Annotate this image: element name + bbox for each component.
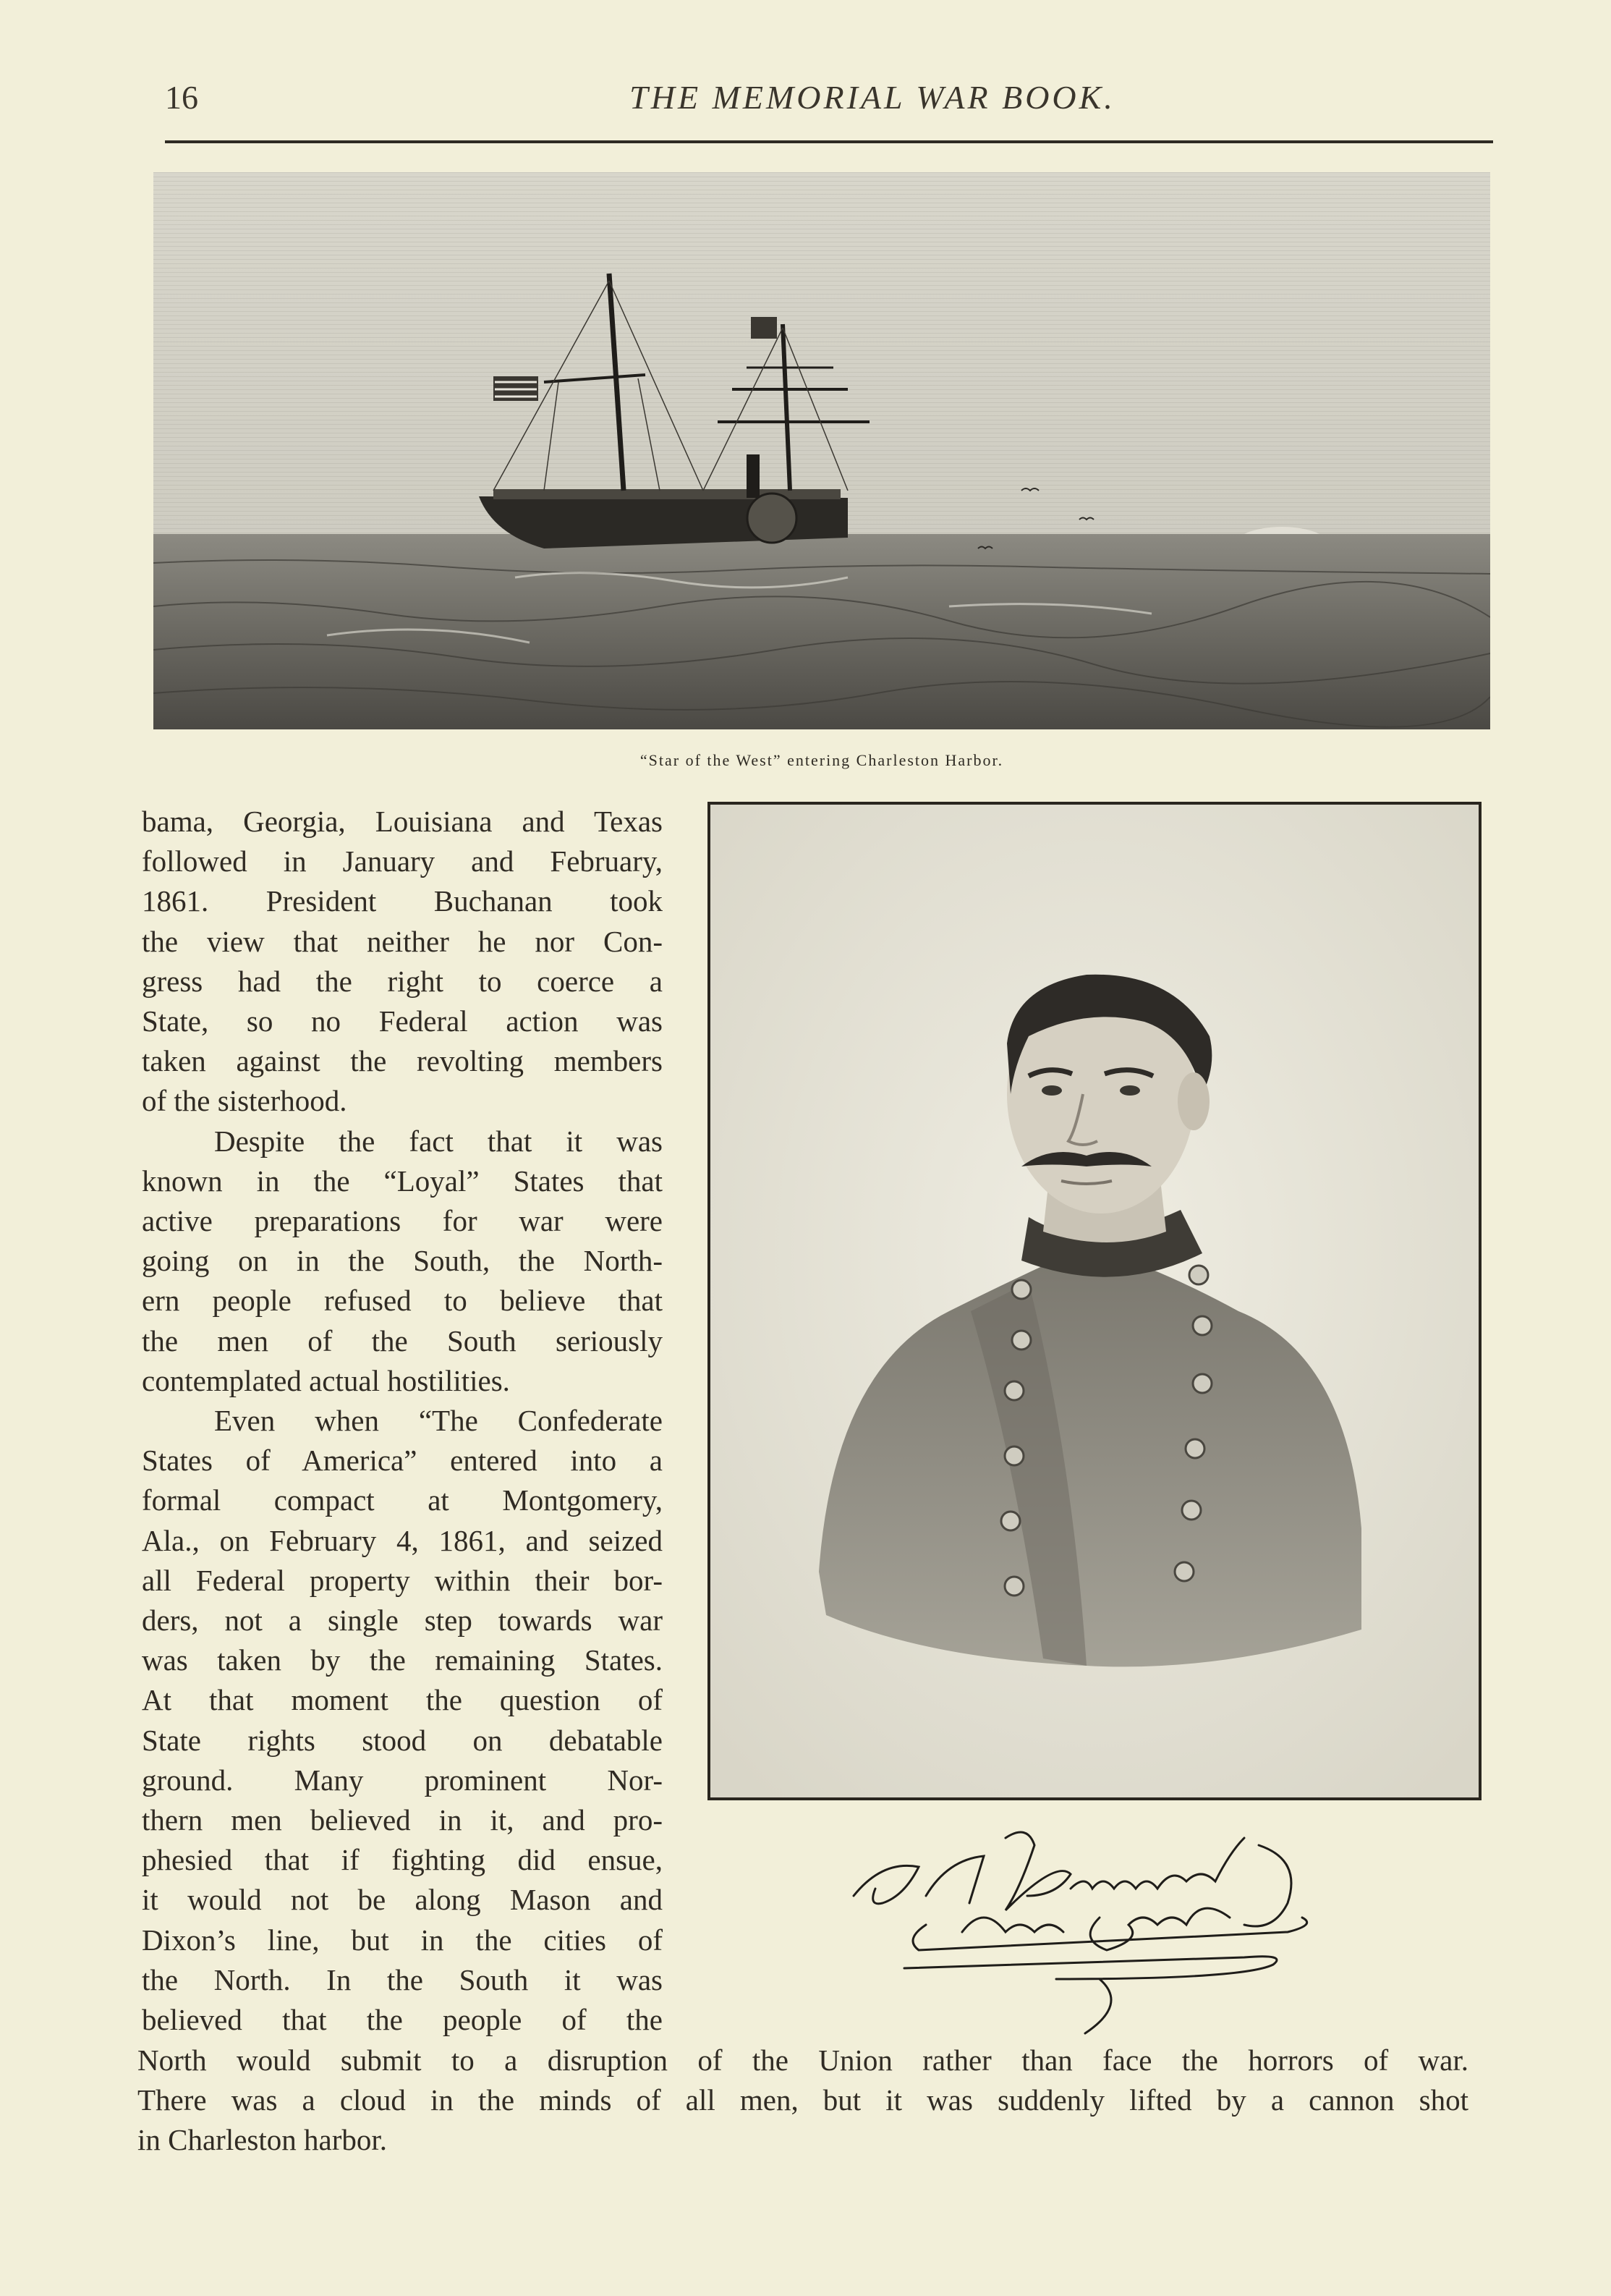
text-line: At that moment the question of	[142, 1683, 663, 1717]
text-line: known in the “Loyal” States that	[142, 1164, 663, 1198]
text-line: bama, Georgia, Louisiana and Texas	[142, 805, 663, 838]
text-line: ern people refused to believe that	[142, 1284, 663, 1318]
text-line: taken against the revolting members	[142, 1044, 663, 1078]
text-line: phesied that if fighting did ensue,	[142, 1843, 663, 1877]
text-line: it would not be along Mason and	[142, 1883, 663, 1917]
text-line: going on in the South, the North-	[142, 1244, 663, 1278]
ship-caption: “Star of the West” entering Charleston Harbor.	[639, 751, 1004, 769]
text-line: was taken by the remaining States.	[142, 1643, 663, 1677]
general-portrait-image	[707, 802, 1482, 1800]
running-title: THE MEMORIAL WAR BOOK.	[629, 79, 1115, 116]
text-line: followed in January and February,	[142, 844, 663, 878]
page-header	[165, 78, 1493, 129]
text-line: State, so no Federal action was	[142, 1004, 663, 1038]
text-line: ders, not a single step towards war	[142, 1604, 663, 1638]
text-line: of the sisterhood.	[142, 1084, 347, 1118]
text-line: Despite the fact that it was	[214, 1124, 663, 1158]
text-line: formal compact at Montgomery,	[142, 1483, 663, 1517]
text-line: State rights stood on debatable	[142, 1723, 663, 1757]
ship-engraving-image	[153, 172, 1490, 729]
text-line: gress had the right to coerce a	[142, 964, 663, 998]
text-line: active preparations for war were	[142, 1204, 663, 1238]
signature-image	[839, 1816, 1346, 2048]
text-line: ground. Many prominent Nor-	[142, 1763, 663, 1797]
text-line: believed that the people of the	[142, 2003, 663, 2037]
text-line: Even when “The Confederate	[214, 1404, 663, 1438]
header-rule	[165, 140, 1493, 143]
text-line: all Federal property within their bor-	[142, 1563, 663, 1597]
text-line: Dixon’s line, but in the cities of	[142, 1923, 663, 1957]
body-text-column	[142, 802, 663, 2040]
text-line: contemplated actual hostilities.	[142, 1363, 510, 1397]
text-line: the North. In the South it was	[142, 1962, 663, 1996]
text-line-full: in Charleston harbor.	[137, 2123, 388, 2156]
text-line-full: North would submit to a disruption of the Union rather than face the horrors of war.	[137, 2043, 1468, 2077]
text-line: Ala., on February 4, 1861, and seized	[142, 1523, 663, 1557]
text-line: the men of the South seriously	[142, 1323, 663, 1357]
text-line-full: There was a cloud in the minds of all men, but it was suddenly lifted by a cannon shot	[137, 2083, 1468, 2117]
text-line: States of America” entered into a	[142, 1444, 663, 1478]
text-line: 1861. President Buchanan took	[142, 884, 663, 918]
text-line: the view that neither he nor Con-	[142, 924, 663, 958]
page-number: 16	[165, 79, 198, 116]
text-line: thern men believed in it, and pro-	[142, 1803, 663, 1837]
